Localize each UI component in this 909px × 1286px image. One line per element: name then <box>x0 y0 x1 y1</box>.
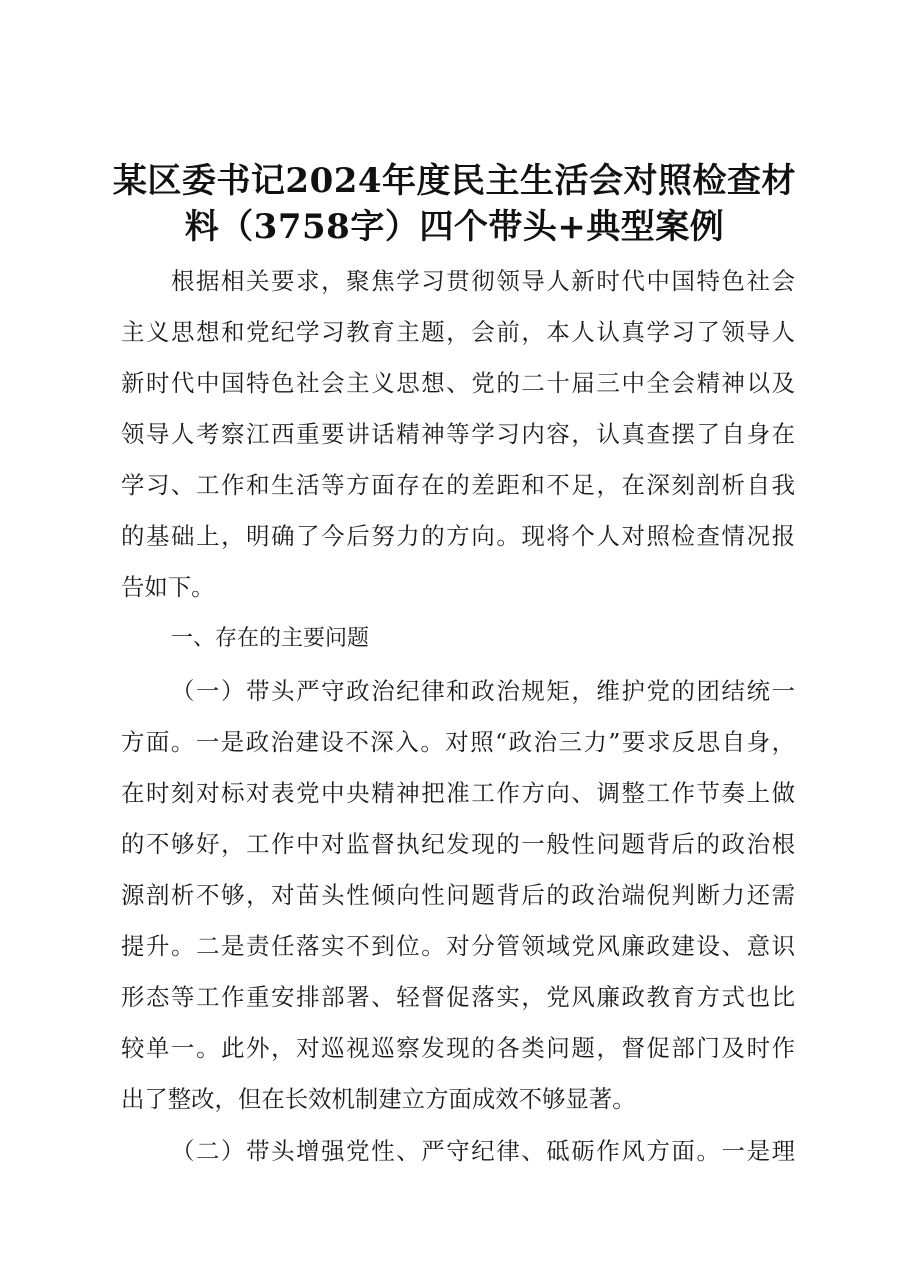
section1-line-8: 较单一。此外，对巡视巡察发现的各类问题，督促部门及时作 <box>121 1034 795 1062</box>
section2-line-1: （二）带头增强党性、严守纪律、砥砺作风方面。一是理 <box>171 1137 795 1165</box>
intro-line-4: 领导人考察江西重要讲话精神等学习内容，认真查摆了自身在 <box>121 420 795 448</box>
section1-line-7: 形态等工作重安排部署、轻督促落实，党风廉政教育方式也比 <box>121 983 795 1011</box>
intro-line-3: 新时代中国特色社会主义思想、党的二十届三中全会精神以及 <box>121 369 795 397</box>
intro-line-5: 学习、工作和生活等方面存在的差距和不足，在深刻剖析自我 <box>121 471 795 499</box>
intro-line-6: 的基础上，明确了今后努力的方向。现将个人对照检查情况报 <box>121 522 795 550</box>
section1-line-3: 在时刻对标对表党中央精神把准工作方向、调整工作节奏上做 <box>121 779 795 807</box>
section1-line-1: （一）带头严守政治纪律和政治规矩，维护党的团结统一 <box>171 677 795 705</box>
section1-line-2: 方面。一是政治建设不深入。对照“政治三力”要求反思自身， <box>121 728 795 756</box>
intro-line-7: 告如下。 <box>121 573 215 601</box>
section1-line-6: 提升。二是责任落实不到位。对分管领域党风廉政建设、意识 <box>121 932 795 960</box>
title-line-2: 料（3758字）四个带头+典型案例 <box>184 207 725 247</box>
intro-line-1: 根据相关要求，聚焦学习贯彻领导人新时代中国特色社会 <box>171 267 795 295</box>
section1-line-4: 的不够好，工作中对监督执纪发现的一般性问题背后的政治根 <box>121 830 795 858</box>
document-title <box>60 158 849 250</box>
section-heading: 一、存在的主要问题 <box>171 626 370 651</box>
section1-line-9: 出了整改，但在长效机制建立方面成效不够显著。 <box>121 1085 636 1113</box>
intro-line-2: 主义思想和党纪学习教育主题，会前，本人认真学习了领导人 <box>121 318 795 346</box>
section1-line-5: 源剖析不够，对苗头性倾向性问题背后的政治端倪判断力还需 <box>121 881 795 909</box>
title-line-1: 某区委书记2024年度民主生活会对照检查材 <box>112 161 797 201</box>
